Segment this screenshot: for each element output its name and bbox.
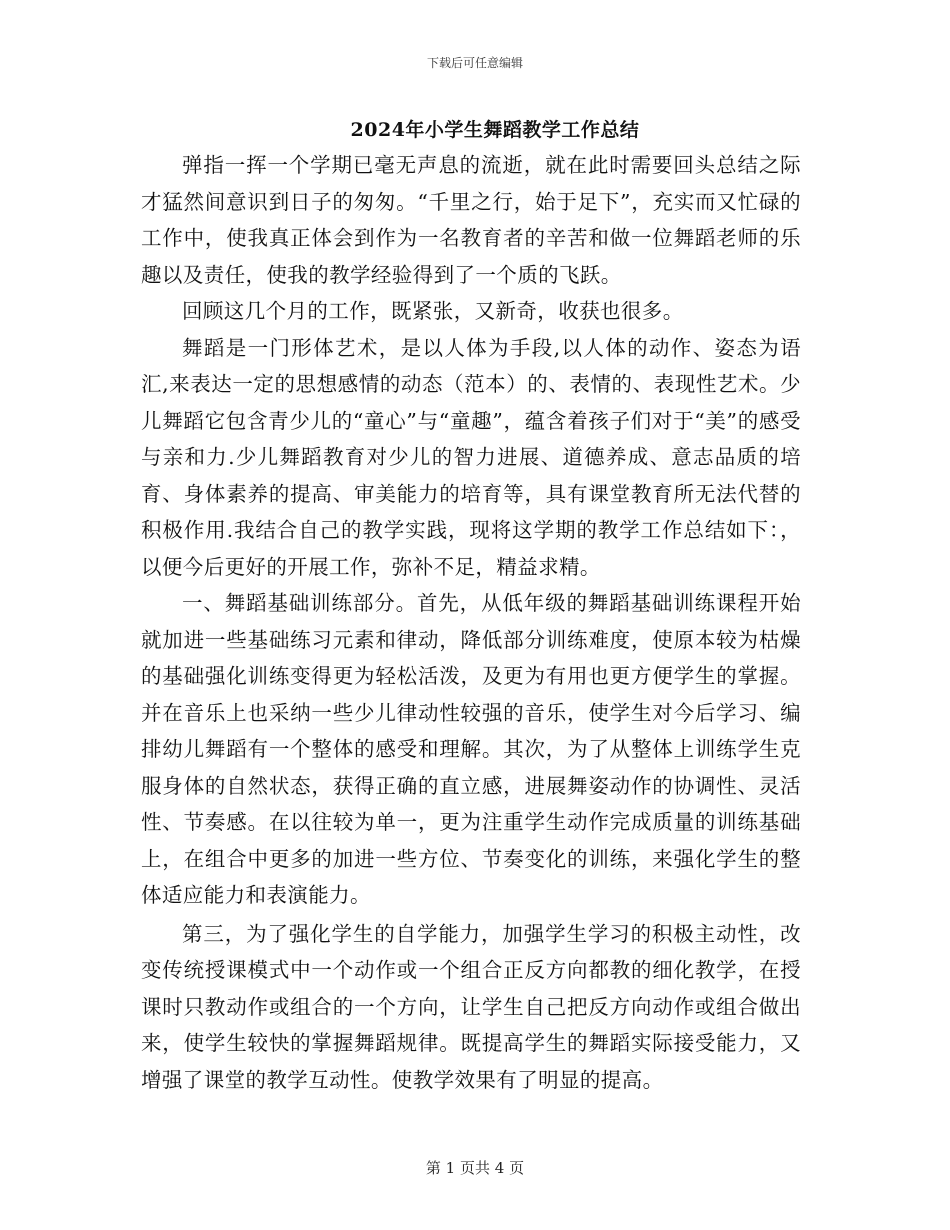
document-body [141,147,801,1098]
page-header: 下载后可任意编辑 [426,56,523,70]
page-footer: 第 1 页共 4 页 [425,1159,525,1177]
paragraph-basic-training: 一、舞蹈基础训练部分。首先，从低年级的舞蹈基础训练课程开始就加进一些基础练习元素和律动，降低部分训练难度，使原本较为枯燥的基础强化训练变得更为轻松活泼，及更为有用也更方便学生的掌握。并在音乐上也采纳一些少儿律动性较强的音乐，使学生对今后学习、编排幼儿舞蹈有一个整体的感受和理解。其次，为了从整体上训练学生克服身体的自然状态，获得正确的直立感，进展舞姿动作的协调性、灵活性、节奏感。在以往较为单一，更为注重学生动作完成质量的训练基础上，在组合中更多的加进一些方位、节奏变化的训练，来强化学生的整体适应能力和表演能力。 [141,591,801,907]
paragraph-intro: 弹指一挥一个学期已毫无声息的流逝，就在此时需要回头总结之际才猛然间意识到日子的匆匆。“千里之行，始于足下”，充实而又忙碌的工作中，使我真正体会到作为一名教育者的辛苦和做一位舞蹈老师的乐趣以及责任，使我的教学经验得到了一个质的飞跃。 [141,153,801,287]
paragraph-dance-art: 舞蹈是一门形体艺术，是以人体为手段,以人体的动作、姿态为语汇,来表达一定的思想感情的动态（范本）的、表情的、表现性艺术。少儿舞蹈它包含青少儿的“童心”与“童趣”，蕴含着孩子们对于“美”的感受与亲和力.少儿舞蹈教育对少儿的智力进展、道德养成、意志品质的培育、身体素养的提高、审美能力的培育等，具有课堂教育所无法代替的积极作用.我结合自己的教学实践，现将这学期的教学工作总结如下：，以便今后更好的开展工作，弥补不足，精益求精。 [141,335,801,579]
paragraph-self-learning: 第三，为了强化学生的自学能力，加强学生学习的积极主动性，改变传统授课模式中一个动作或一个组合正反方向都教的细化教学，在授课时只教动作或组合的一个方向，让学生自己把反方向动作或组合做出来，使学生较快的掌握舞蹈规律。既提高学生的舞蹈实际接受能力，又增强了课堂的教学互动性。使教学效果有了明显的提高。 [141,921,801,1092]
document-title: 2024年小学生舞蹈教学工作总结 [350,119,640,141]
paragraph-review: 回顾这几个月的工作，既紧张，又新奇，收获也很多。 [182,299,684,323]
